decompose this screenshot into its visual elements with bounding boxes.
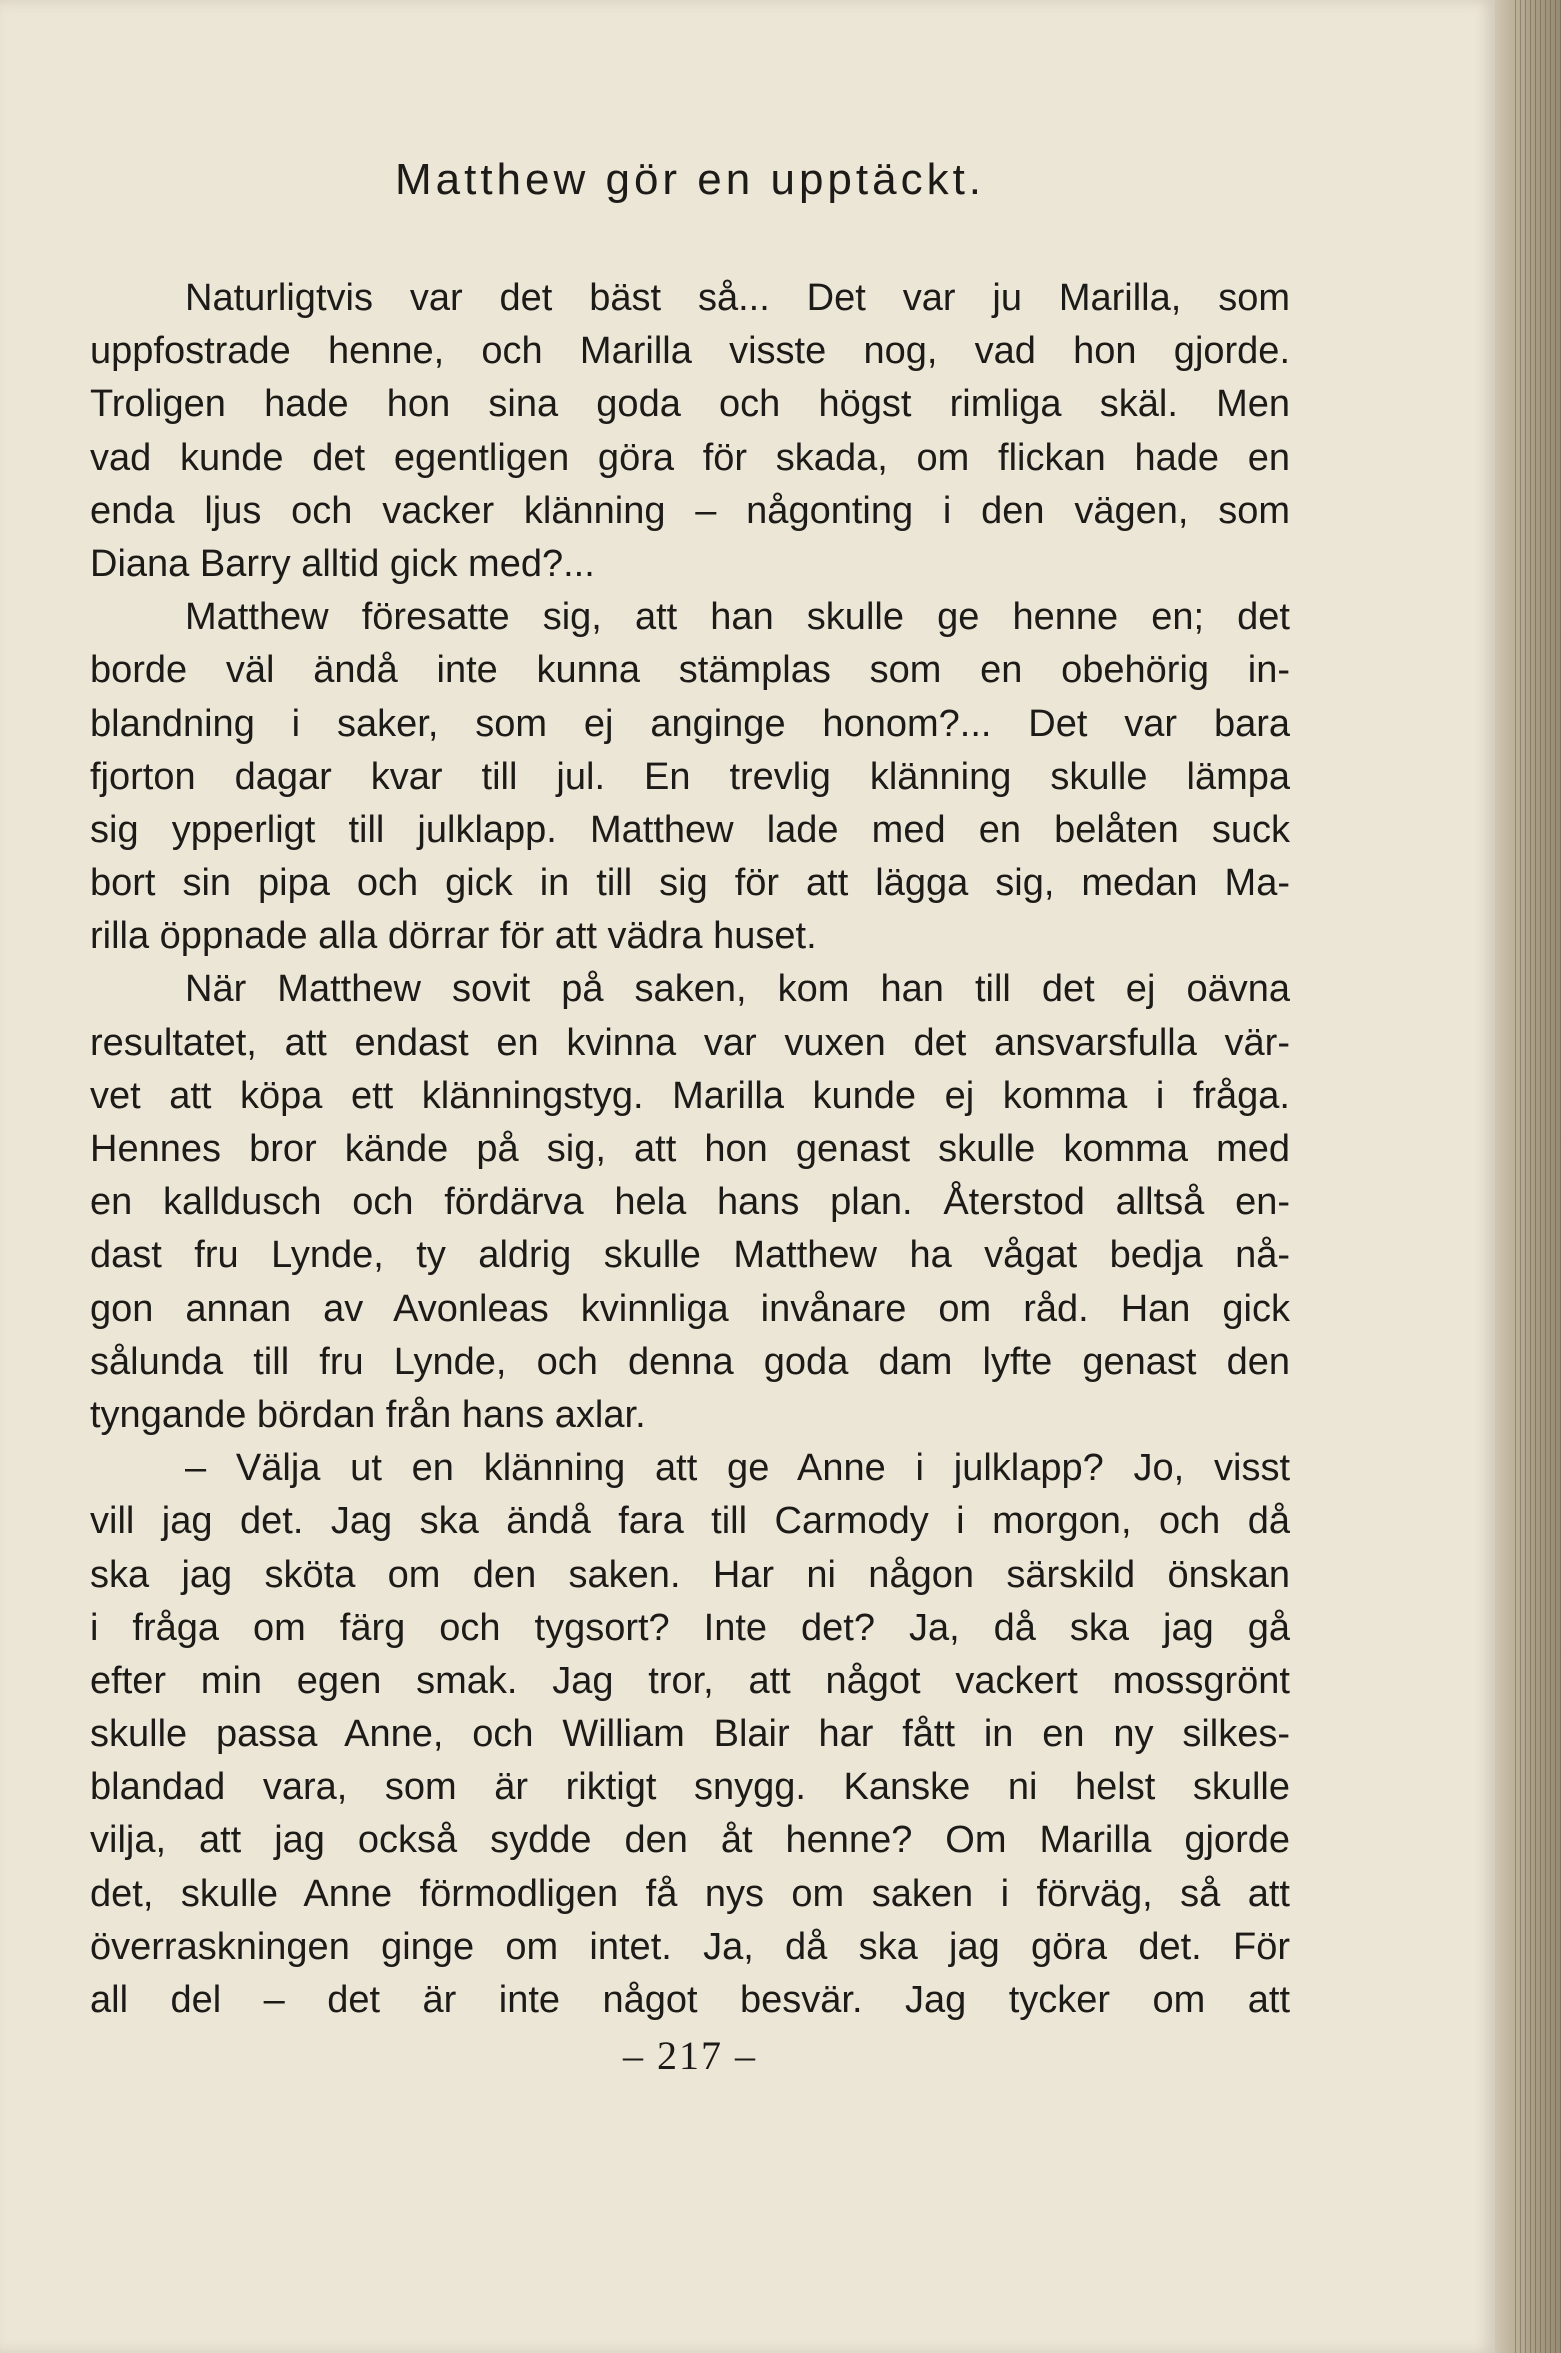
text-line: vad kunde det egentligen göra för skada, om flickan hade en — [90, 436, 1290, 479]
text-line: en kalldusch och fördärva hela hans plan. Återstod alltså en- — [90, 1181, 1290, 1224]
text-line: Hennes bror kände på sig, att hon genast skulle komma med — [90, 1128, 1290, 1170]
text-line: sig ypperligt till julklapp. Matthew lade med en belåten suck — [90, 808, 1290, 851]
text-line: borde väl ändå inte kunna stämplas som en obehörig in- — [90, 649, 1290, 692]
text-line: blandad vara, som är riktigt snygg. Kanske ni helst skulle — [90, 1766, 1290, 1809]
text-line: resultatet, att endast en kvinna var vuxen det ansvarsfulla vär- — [90, 1021, 1290, 1064]
text-line: efter min egen smak. Jag tror, att något vackert mossgrönt — [90, 1659, 1290, 1702]
text-line: vilja, att jag också sydde den åt henne? Om Marilla gjorde — [90, 1819, 1290, 1862]
text-line: blandning i saker, som ej anginge honom?... Det var bara — [90, 702, 1290, 745]
text-line: vet att köpa ett klänningstyg. Marilla kunde ej komma i fråga. — [90, 1074, 1290, 1117]
text-line: dast fru Lynde, ty aldrig skulle Matthew ha vågat bedja nå- — [90, 1234, 1290, 1277]
text-line: fjorton dagar kvar till jul. En trevlig klänning skulle lämpa — [90, 755, 1290, 798]
text-line: Diana Barry alltid gick med?... — [90, 542, 595, 585]
text-line: tyngande bördan från hans axlar. — [90, 1393, 646, 1436]
text-line: ska jag sköta om den saken. Har ni någon särskild önskan — [90, 1553, 1290, 1596]
text-line: sålunda till fru Lynde, och denna goda dam lyfte genast den — [90, 1340, 1290, 1383]
text-line: enda ljus och vacker klänning – någonting i den vägen, som — [90, 489, 1290, 532]
text-line: rilla öppnade alla dörrar för att vädra huset. — [90, 915, 817, 958]
text-line: skulle passa Anne, och William Blair har fått in en ny silkes- — [90, 1713, 1290, 1756]
text-line: uppfostrade henne, och Marilla visste nog, vad hon gjorde. — [90, 330, 1290, 373]
text-line: bort sin pipa och gick in till sig för att lägga sig, medan Ma- — [90, 862, 1290, 905]
text-line: i fråga om färg och tygsort? Inte det? Ja, då ska jag gå — [90, 1606, 1290, 1649]
text-line: gon annan av Avonleas kvinnliga invånare om råd. Han gick — [90, 1287, 1290, 1330]
text-line: När Matthew sovit på saken, kom han till det ej oävna — [185, 968, 1290, 1011]
text-line: Matthew föresatte sig, att han skulle ge henne en; det — [185, 596, 1290, 639]
text-line: all del – det är inte något besvär. Jag tycker om att — [90, 1979, 1290, 2021]
page-stack-lines — [1515, 0, 1561, 2353]
text-line: det, skulle Anne förmodligen få nys om saken i förväg, så att — [90, 1872, 1290, 1915]
text-line: Naturligtvis var det bäst så... Det var ju Marilla, som — [185, 277, 1290, 319]
text-line: – Välja ut en klänning att ge Anne i julklapp? Jo, visst — [185, 1447, 1290, 1490]
text-line: vill jag det. Jag ska ändå fara till Carmody i morgon, och då — [90, 1500, 1290, 1543]
text-line: Troligen hade hon sina goda och högst rimliga skäl. Men — [90, 383, 1290, 426]
body-text — [90, 272, 1290, 2027]
chapter-title: Matthew gör en upptäckt. — [394, 155, 986, 204]
page-number: – 217 – — [623, 2033, 757, 2078]
text-block — [90, 150, 1290, 2027]
text-line: överraskningen ginge om intet. Ja, då ska jag göra det. För — [90, 1925, 1290, 1968]
